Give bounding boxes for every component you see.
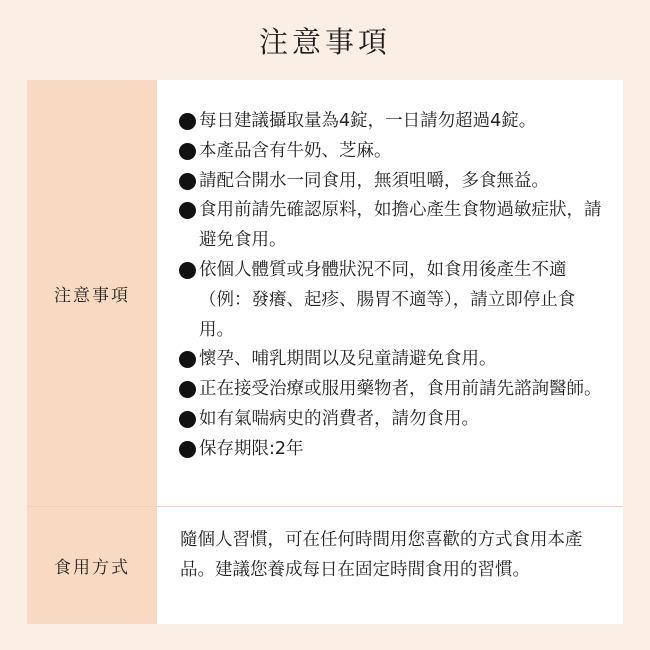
bullet-icon — [179, 435, 199, 465]
list-item — [179, 137, 603, 167]
notes-row — [27, 80, 623, 506]
page-title: 注意事項 — [258, 25, 391, 59]
note-text: 如有氣喘病史的消費者，請勿食用。 — [199, 408, 479, 429]
list-item — [179, 167, 603, 197]
usage-row — [27, 506, 623, 624]
note-text: 本產品含有牛奶、芝麻。 — [199, 140, 392, 161]
notes-label: 注意事項 — [27, 80, 157, 506]
note-text: 正在接受治療或服用藥物者，食用前請先諮詢醫師。 — [199, 379, 602, 400]
bullet-icon — [179, 375, 199, 405]
note-text: 食用前請先確認原料，如擔心產生食物過敏症狀，請避免食用。 — [199, 200, 602, 251]
note-text: 每日建議攝取量為4錠，一日請勿超過4錠。 — [199, 111, 537, 131]
usage-text: 隨個人習慣，可在任何時間用您喜歡的方式食用本產品。建議您養成每日在固定時間食用的習慣。 — [180, 530, 583, 580]
list-item — [179, 375, 603, 405]
list-item — [179, 405, 603, 435]
bullet-icon — [179, 256, 199, 345]
note-text: 請配合開水一同食用，無須咀嚼，多食無益。 — [199, 170, 549, 191]
list-item — [179, 196, 603, 256]
usage-content — [157, 507, 623, 624]
bullet-icon — [179, 345, 199, 375]
notes-content — [157, 80, 623, 506]
list-item — [179, 256, 603, 345]
bullet-icon — [179, 107, 199, 137]
bullet-icon — [179, 196, 199, 256]
list-item — [179, 107, 603, 137]
bullet-icon — [179, 137, 199, 167]
notes-list — [179, 107, 603, 465]
info-table — [27, 80, 623, 624]
list-item — [179, 345, 603, 375]
note-text: 懷孕、哺乳期間以及兒童請避免食用。 — [199, 349, 497, 370]
list-item — [179, 435, 603, 465]
note-text: 依個人體質或身體狀況不同，如食用後產生不適（例：發癢、起疹、腸胃不適等），請立即停止食用。 — [199, 259, 576, 340]
bullet-icon — [179, 405, 199, 435]
usage-label: 食用方式 — [27, 507, 157, 624]
note-text: 保存期限:2年 — [199, 438, 304, 459]
bullet-icon — [179, 167, 199, 197]
